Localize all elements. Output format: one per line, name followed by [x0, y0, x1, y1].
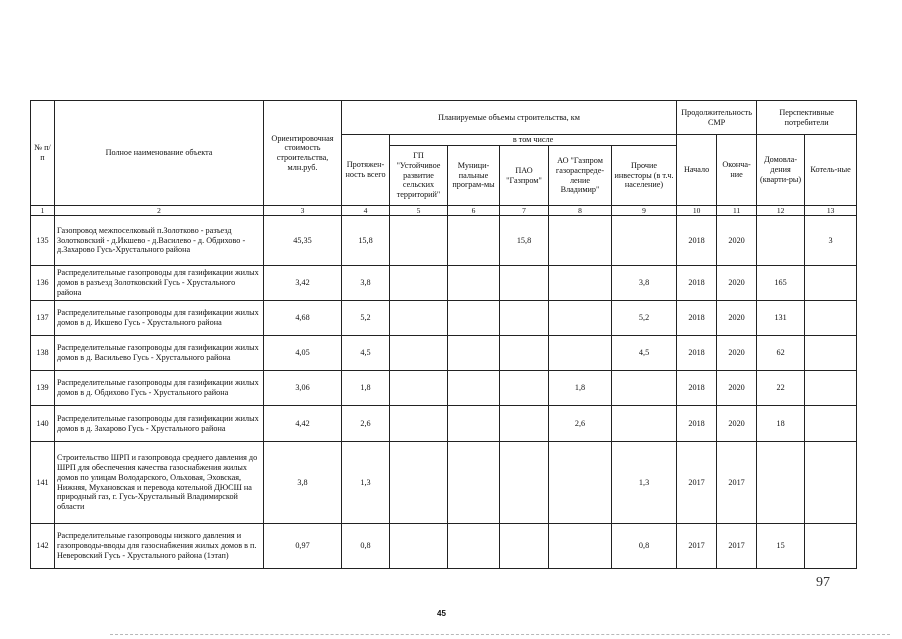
- table-row: [31, 406, 857, 442]
- ao-cell: [549, 442, 612, 524]
- header-end: Оконча-ние: [717, 135, 757, 206]
- table-row: [31, 266, 857, 301]
- ao-cell: [549, 336, 612, 371]
- object-name: Распределительные газопроводы для газификации жилых домов в д. Обдихово Гусь - Хрустального района: [55, 371, 264, 406]
- gp-cell: [390, 301, 448, 336]
- column-number: 4: [342, 206, 390, 216]
- other-investors-cell: [612, 216, 677, 266]
- gp-cell: [390, 216, 448, 266]
- gp-cell: [390, 524, 448, 569]
- header-including: в том числе: [390, 135, 677, 146]
- end-year-cell: 2020: [717, 371, 757, 406]
- pao-cell: 15,8: [500, 216, 549, 266]
- length-total-cell: 1,8: [342, 371, 390, 406]
- row-number: 142: [31, 524, 55, 569]
- footer-number: 45: [437, 609, 446, 618]
- column-number: 12: [757, 206, 805, 216]
- end-year-cell: 2017: [717, 524, 757, 569]
- table-row: [31, 336, 857, 371]
- header-name: Полное наименование объекта: [55, 101, 264, 206]
- households-cell: 62: [757, 336, 805, 371]
- pao-cell: [500, 371, 549, 406]
- column-number: 9: [612, 206, 677, 216]
- column-number: 10: [677, 206, 717, 216]
- gp-cell: [390, 266, 448, 301]
- start-year-cell: 2018: [677, 301, 717, 336]
- other-investors-cell: 4,5: [612, 336, 677, 371]
- row-number: 136: [31, 266, 55, 301]
- column-number: 8: [549, 206, 612, 216]
- gp-cell: [390, 442, 448, 524]
- length-total-cell: 0,8: [342, 524, 390, 569]
- length-total-cell: 15,8: [342, 216, 390, 266]
- table-header: [31, 101, 857, 216]
- municipal-cell: [448, 216, 500, 266]
- households-cell: [757, 442, 805, 524]
- object-name: Распределительные газопроводы для газификации жилых домов в разъезд Золотковский Гусь - Хрустального района: [55, 266, 264, 301]
- pao-cell: [500, 406, 549, 442]
- other-investors-cell: [612, 371, 677, 406]
- row-number: 137: [31, 301, 55, 336]
- cost-cell: 3,06: [264, 371, 342, 406]
- construction-register-table: [30, 100, 857, 569]
- header-num: № п/п: [31, 101, 55, 206]
- pao-cell: [500, 266, 549, 301]
- row-number: 138: [31, 336, 55, 371]
- gp-cell: [390, 336, 448, 371]
- cost-cell: 4,42: [264, 406, 342, 442]
- municipal-cell: [448, 371, 500, 406]
- object-name: Распределительные газопроводы для газификации жилых домов в д. Васильево Гусь - Хрустального района: [55, 336, 264, 371]
- header-duration: Продолжительность СМР: [677, 101, 757, 135]
- ao-cell: [549, 301, 612, 336]
- end-year-cell: 2020: [717, 301, 757, 336]
- header-planned-volumes: Планируемые объемы строительства, км: [342, 101, 677, 135]
- municipal-cell: [448, 301, 500, 336]
- ao-cell: [549, 216, 612, 266]
- length-total-cell: 5,2: [342, 301, 390, 336]
- households-cell: 18: [757, 406, 805, 442]
- object-name: Распределительные газопроводы для газификации жилых домов в д. Икшево Гусь - Хрустального района: [55, 301, 264, 336]
- header-other-investors: Прочие инвесторы (в т.ч. население): [612, 146, 677, 206]
- column-number: 5: [390, 206, 448, 216]
- cost-cell: 4,68: [264, 301, 342, 336]
- row-number: 135: [31, 216, 55, 266]
- length-total-cell: 2,6: [342, 406, 390, 442]
- boilers-cell: [805, 371, 857, 406]
- column-number: 3: [264, 206, 342, 216]
- header-start: Начало: [677, 135, 717, 206]
- object-name: Распределительные газопроводы для газификации жилых домов в д. Захарово Гусь - Хрустального района: [55, 406, 264, 442]
- start-year-cell: 2017: [677, 524, 717, 569]
- row-number: 141: [31, 442, 55, 524]
- boilers-cell: [805, 524, 857, 569]
- municipal-cell: [448, 336, 500, 371]
- header-consumers: Перспективные потребители: [757, 101, 857, 135]
- start-year-cell: 2017: [677, 442, 717, 524]
- end-year-cell: 2017: [717, 442, 757, 524]
- row-number: 140: [31, 406, 55, 442]
- header-households: Домовла-дения (кварти-ры): [757, 135, 805, 206]
- ao-cell: [549, 266, 612, 301]
- ao-cell: [549, 524, 612, 569]
- boilers-cell: [805, 406, 857, 442]
- other-investors-cell: 1,3: [612, 442, 677, 524]
- header-pao-gazprom: ПАО "Газпром": [500, 146, 549, 206]
- table-row: [31, 442, 857, 524]
- municipal-cell: [448, 442, 500, 524]
- households-cell: [757, 216, 805, 266]
- header-cost: Ориентировочная стоимость строительства, млн.руб.: [264, 101, 342, 206]
- table-row: [31, 524, 857, 569]
- column-number: 2: [55, 206, 264, 216]
- other-investors-cell: 0,8: [612, 524, 677, 569]
- table-body: [31, 216, 857, 569]
- table-row: [31, 301, 857, 336]
- table-row: [31, 216, 857, 266]
- header-ao-gazprom: АО "Газпром газораспреде-ление Владимир": [549, 146, 612, 206]
- boilers-cell: 3: [805, 216, 857, 266]
- start-year-cell: 2018: [677, 266, 717, 301]
- length-total-cell: 4,5: [342, 336, 390, 371]
- other-investors-cell: 5,2: [612, 301, 677, 336]
- object-name: Строительство ШРП и газопровода среднего давления до ШРП для обеспечения качества газоснабжения жилых домов по улицам Володарского, Ольховая, Эховская, Нижняя, Мухановская и перевода котельной ДЮСШ на природный газ, г. Гусь-Хрустальный Владимирской области: [55, 442, 264, 524]
- end-year-cell: 2020: [717, 266, 757, 301]
- length-total-cell: 3,8: [342, 266, 390, 301]
- cost-cell: 4,05: [264, 336, 342, 371]
- boilers-cell: [805, 301, 857, 336]
- start-year-cell: 2018: [677, 216, 717, 266]
- object-name: Газопровод межпоселковый п.Золотково - разъезд Золотковский - д.Икшево - д.Василево - д. Обдихово - д.Захарово Гусь-Хрустального района: [55, 216, 264, 266]
- ao-cell: 2,6: [549, 406, 612, 442]
- boilers-cell: [805, 336, 857, 371]
- column-number-row: [31, 206, 857, 216]
- start-year-cell: 2018: [677, 336, 717, 371]
- start-year-cell: 2018: [677, 406, 717, 442]
- header-gp-program: ГП "Устойчивое развитие сельских территорий": [390, 146, 448, 206]
- cost-cell: 3,8: [264, 442, 342, 524]
- gp-cell: [390, 406, 448, 442]
- cost-cell: 3,42: [264, 266, 342, 301]
- other-investors-cell: [612, 406, 677, 442]
- municipal-cell: [448, 524, 500, 569]
- end-year-cell: 2020: [717, 406, 757, 442]
- households-cell: 131: [757, 301, 805, 336]
- table-row: [31, 371, 857, 406]
- gp-cell: [390, 371, 448, 406]
- boilers-cell: [805, 266, 857, 301]
- row-number: 139: [31, 371, 55, 406]
- pao-cell: [500, 336, 549, 371]
- households-cell: 15: [757, 524, 805, 569]
- column-number: 6: [448, 206, 500, 216]
- scan-edge-line: [110, 634, 890, 635]
- pao-cell: [500, 301, 549, 336]
- header-length-total: Протяжен-ность всего: [342, 135, 390, 206]
- other-investors-cell: 3,8: [612, 266, 677, 301]
- header-boilers: Котель-ные: [805, 135, 857, 206]
- households-cell: 22: [757, 371, 805, 406]
- cost-cell: 0,97: [264, 524, 342, 569]
- pao-cell: [500, 442, 549, 524]
- header-municipal: Муници-пальные програм-мы: [448, 146, 500, 206]
- column-number: 1: [31, 206, 55, 216]
- boilers-cell: [805, 442, 857, 524]
- end-year-cell: 2020: [717, 336, 757, 371]
- cost-cell: 45,35: [264, 216, 342, 266]
- end-year-cell: 2020: [717, 216, 757, 266]
- households-cell: 165: [757, 266, 805, 301]
- ao-cell: 1,8: [549, 371, 612, 406]
- length-total-cell: 1,3: [342, 442, 390, 524]
- column-number: 11: [717, 206, 757, 216]
- start-year-cell: 2018: [677, 371, 717, 406]
- page-number: 97: [816, 575, 830, 590]
- column-number: 7: [500, 206, 549, 216]
- column-number: 13: [805, 206, 857, 216]
- pao-cell: [500, 524, 549, 569]
- object-name: Распределительные газопроводы низкого давления и газопроводы-вводы для газоснабжения жилых домов в п. Неверовский Гусь - Хрустального района (1этап): [55, 524, 264, 569]
- municipal-cell: [448, 406, 500, 442]
- municipal-cell: [448, 266, 500, 301]
